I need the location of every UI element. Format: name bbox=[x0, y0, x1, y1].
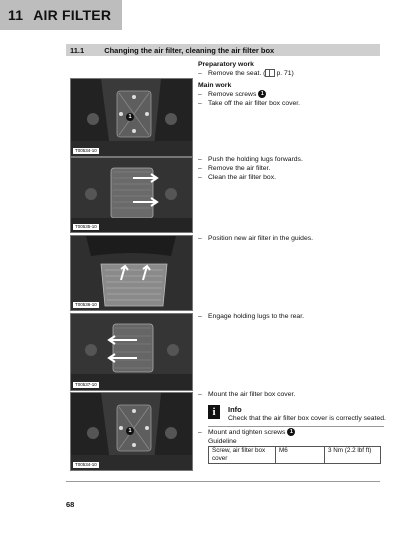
step-dash: – bbox=[198, 174, 202, 181]
step-clean-box-text: Clean the air filter box. bbox=[208, 174, 277, 181]
step-dash: – bbox=[198, 391, 202, 398]
info-divider bbox=[208, 426, 384, 427]
photo-engage-lugs bbox=[70, 313, 193, 391]
step-push-lugs-text: Push the holding lugs forwards. bbox=[208, 156, 303, 163]
guideline-label: Guideline bbox=[208, 438, 237, 445]
step-remove-filter bbox=[198, 164, 303, 173]
callout-1: 1 bbox=[126, 113, 134, 121]
page-reference: p. 71) bbox=[276, 70, 294, 77]
callout-1: 1 bbox=[258, 90, 266, 98]
photo-code: T00537-10 bbox=[75, 382, 97, 387]
step-dash: – bbox=[198, 91, 202, 98]
steps-block-1 bbox=[198, 60, 300, 108]
photo-filter-lugs bbox=[70, 157, 193, 233]
step-dash: – bbox=[198, 429, 202, 436]
step-mount-screws bbox=[198, 428, 295, 437]
info-title: Info bbox=[228, 405, 242, 414]
step-take-off-cover-text: Take off the air filter box cover. bbox=[208, 100, 301, 107]
photo-filter-guides-image bbox=[71, 236, 192, 310]
step-remove-screws bbox=[198, 90, 300, 99]
photo-code: T00534-10 bbox=[75, 462, 97, 467]
step-mount-cover bbox=[198, 390, 295, 399]
step-engage-lugs bbox=[198, 312, 304, 321]
photo-code: T00535-10 bbox=[75, 224, 97, 229]
steps-block-2 bbox=[198, 155, 303, 182]
photo-airbox-screws bbox=[70, 78, 193, 157]
step-position-filter-text: Position new air filter in the guides. bbox=[208, 235, 314, 242]
step-push-lugs bbox=[198, 155, 303, 164]
step-mount-screws-text: Mount and tighten screws bbox=[208, 429, 286, 436]
photo-mount-cover bbox=[70, 392, 193, 471]
callout-1: 1 bbox=[287, 428, 295, 436]
step-dash: – bbox=[198, 235, 202, 242]
section-title: Changing the air filter, cleaning the air filter box bbox=[104, 45, 275, 55]
book-reference-icon bbox=[265, 69, 275, 77]
step-dash: – bbox=[198, 156, 202, 163]
photo-engage-lugs-image bbox=[71, 314, 192, 390]
step-remove-filter-text: Remove the air filter. bbox=[208, 165, 271, 172]
step-mount-cover-text: Mount the air filter box cover. bbox=[208, 391, 296, 398]
chapter-title: AIR FILTER bbox=[33, 7, 112, 23]
page-number: 68 bbox=[66, 500, 75, 509]
section-number: 11.1 bbox=[70, 45, 85, 55]
photo-filter-guides bbox=[70, 235, 193, 311]
torque-value: 3 Nm (2.2 lbf ft) bbox=[325, 447, 381, 464]
section-header bbox=[66, 44, 380, 56]
photo-filter-lugs-image bbox=[71, 158, 192, 232]
callout-1: 1 bbox=[126, 427, 134, 435]
step-dash: – bbox=[198, 100, 202, 107]
steps-block-3 bbox=[198, 234, 313, 243]
info-text: Check that the air filter box cover is correctly seated. bbox=[228, 415, 386, 422]
photo-code: T00534-10 bbox=[75, 148, 97, 153]
step-dash: – bbox=[198, 313, 202, 320]
info-icon: i bbox=[208, 405, 220, 419]
steps-block-6 bbox=[198, 428, 295, 446]
step-remove-screws-text: Remove screws bbox=[208, 91, 257, 98]
step-remove-seat-text: Remove the seat. bbox=[208, 70, 262, 77]
step-take-off-cover bbox=[198, 99, 300, 108]
footer-divider bbox=[66, 481, 380, 482]
steps-block-5 bbox=[198, 390, 295, 399]
torque-item: Screw, air filter box cover bbox=[209, 447, 276, 464]
step-dash: – bbox=[198, 165, 202, 172]
torque-table bbox=[208, 446, 381, 464]
chapter-number: 11 bbox=[8, 7, 24, 23]
torque-thread: M6 bbox=[276, 447, 325, 464]
prep-heading: Preparatory work bbox=[198, 61, 254, 68]
step-remove-seat: – Remove the seat. ( p. 71) bbox=[198, 70, 294, 77]
chapter-header bbox=[0, 0, 122, 30]
step-clean-box bbox=[198, 173, 303, 182]
step-dash: – bbox=[198, 70, 202, 77]
step-position-filter bbox=[198, 234, 313, 243]
step-engage-lugs-text: Engage holding lugs to the rear. bbox=[208, 313, 304, 320]
steps-block-4 bbox=[198, 312, 304, 321]
main-heading: Main work bbox=[198, 82, 232, 89]
table-row bbox=[209, 447, 381, 464]
photo-code: T00536-10 bbox=[75, 302, 97, 307]
